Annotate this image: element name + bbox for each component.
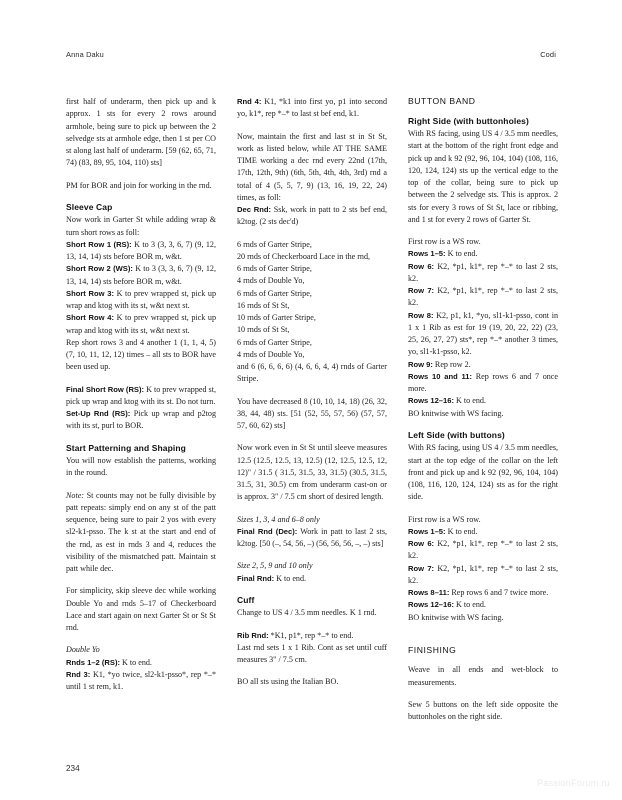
instruction-dec-rnd: [237, 204, 387, 229]
label-short-row-1: Short Row 1 (RS):: [66, 239, 132, 249]
instruction-right-row-7: [408, 285, 558, 310]
paragraph-finishing-weave: Weave in all ends and wet-block to measurements.: [408, 665, 558, 687]
spacer: [408, 657, 558, 664]
instruction-right-rows-1-5: [408, 248, 558, 260]
label-right-rows-10-11: Rows 10 and 11:: [408, 371, 473, 381]
text-short-row-1: K to 3 (3, 3, 6, 7) (9, 12, 13, 14, 14) sts before BOR m, w&t.: [66, 239, 217, 261]
running-header: [66, 50, 556, 59]
paragraph-left-side-pickup: With RS facing, using US 4 / 3.5 mm needles, start at the top edge of the collar on the left front and pick up and k 92 (92, 96, 104, 104) (108, 116, 120, 124, 124) sts as for the right side.: [408, 443, 558, 502]
sequence-item-8: 10 rnds of St St,: [237, 325, 290, 335]
subheading-sizes-a: Sizes 1, 3, 4 and 6–8 only: [237, 514, 320, 524]
text-right-row-6: K2, *p1, k1*, rep *–* to last 2 sts, k2.: [408, 261, 558, 283]
label-left-rows-1-5: Rows 1–5:: [408, 526, 446, 536]
text-double-yo-rnds-1-2: K to end.: [120, 657, 152, 667]
instruction-left-row-7: [408, 563, 558, 588]
text-dec-rnd: Ssk, work in patt to 2 sts bef end, k2tog. (2 sts dec'd): [237, 205, 387, 227]
label-short-row-4: Short Row 4:: [66, 313, 114, 323]
instruction-right-rows-12-16: [408, 395, 558, 407]
label-right-row-7: Row 7:: [408, 286, 435, 295]
instruction-final-short-row: [66, 384, 216, 409]
text-right-row-9: Rep row 2.: [432, 359, 471, 369]
text-note: St counts may not be fully divisible by patt repeats: simply end on any st of the patt sequence, being sure to pair 2 yos with every sl2-k1-psso. The k st at the start and end of the rnd, as est in rnds 3 and 4, reduces the visibility of the mismatched patt. Maintain st patt while dec.: [66, 490, 216, 573]
sequence-item-10: 4 rnds of Double Yo,: [237, 349, 305, 359]
spacer: [408, 109, 558, 116]
heading-cuff: Cuff: [237, 594, 255, 605]
subheading-sizes-b: Size 2, 5, 9 and 10 only: [237, 561, 313, 571]
paragraph-underarm-pickup: first half of underarm, then pick up and k approx. 1 sts for every 2 rows around armhole, being sure to pick up between the 2 selvedge sts at armhole edge, then 1 st per CO st along last half of underarm. [59 (62, 65, 71, 74) (83, 89, 95, 104, 110) sts]: [66, 97, 216, 168]
paragraph-maintain-dec: Now, maintain the first and last st in St St, work as listed below, while AT THE SAME TIME working a dec rnd every 22nd (17th, 17th, 12th, 9th) (6th, 5th, 4th, 4th, 3rd) rnd a total of 4 (5, 5, 7, 9) (13, 16, 19, 22, 24) times, as foll:: [237, 131, 387, 202]
paragraph-right-side-pickup: With RS facing, using US 4 / 3.5 mm needles, start at the bottom of the right front edge and pick up and k 92 (92, 96, 104, 104) (108, 116, 120, 124, 124) sts up the vertical edge to the top of the collar, being sure to pick up between the 2 selvedge sts. This is approx. 2 sts for every 3 rows of St St, lace or ribbing, and 1 st for every 2 rows of Garter St.: [408, 129, 558, 224]
label-left-rows-8-11: Rows 8–11:: [408, 588, 450, 597]
text-right-rows-10-11: Rep rows 6 and 7 once more.: [408, 371, 558, 393]
column-1: [66, 96, 216, 733]
instruction-double-yo-rnds-1-2: [66, 657, 216, 669]
text-final-rnd: K to end.: [274, 573, 307, 583]
instruction-right-row-8: [408, 310, 558, 359]
instruction-right-rows-10-11: [408, 371, 558, 396]
label-right-row-8: Row 8:: [408, 310, 434, 320]
sequence-item-3: 6 rnds of Garter Stripe,: [237, 264, 312, 273]
label-dec-rnd: Dec Rnd:: [237, 205, 272, 214]
text-right-rows-1-5: K to end.: [445, 249, 478, 259]
label-short-row-3: Short Row 3:: [66, 288, 114, 298]
instruction-double-yo-rnd-3: [66, 669, 216, 694]
text-short-row-2: K to 3 (3, 3, 6, 7) (9, 12, 13, 14, 14) sts before BOR m, w&t.: [66, 264, 216, 286]
text-left-rows-1-5: K to end.: [445, 526, 478, 536]
spacer: [408, 634, 558, 645]
label-right-rows-1-5: Rows 1–5:: [408, 249, 446, 259]
column-3: [408, 96, 558, 733]
heading-right-side: Right Side (with buttonholes): [408, 115, 529, 126]
paragraph-patterning-intro: You will now establish the patterns, working in the round.: [66, 456, 216, 478]
sequence-item-2: 20 rnds of Checkerboard Lace in the rnd,: [237, 251, 371, 261]
column-layout: [66, 96, 558, 733]
header-pattern-name: Codi: [540, 50, 556, 59]
sequence-item-5: 6 rnds of Garter Stripe,: [237, 288, 312, 298]
instruction-left-rows-8-11: [408, 587, 558, 599]
text-right-rows-12-16: K to end.: [454, 396, 486, 406]
label-set-up-rnd: Set-Up Rnd (RS):: [66, 409, 131, 418]
heading-sleeve-cap: Sleeve Cap: [66, 201, 113, 212]
paragraph-right-bind-off: BO knitwise with WS facing.: [408, 408, 504, 418]
paragraph-work-even: Now work even in St St until sleeve measures 12.5 (12.5, 12.5, 13, 12.5) (12, 12.5, 12.5, 12, 12)" / 31.5 ( 31.5, 31.5, 33, 31.5) (30.5, 31.5, 31.5, 31, 30.5) cm from underarm cast-on or is approx. 3" / 7.5 cm short of desired length.: [237, 443, 387, 502]
instruction-rib-rnd: [237, 630, 387, 642]
label-left-rows-12-16: Rows 12–16:: [408, 600, 455, 610]
page-number: 234: [66, 764, 80, 773]
paragraph-simplicity: For simplicity, skip sleeve dec while working Double Yo and rnds 5–17 of Checkerboard Lace and start again on next Garter St or St St rnd.: [66, 586, 216, 632]
heading-finishing: FINISHING: [408, 644, 457, 655]
text-rib-rnd: *K1, p1*, rep *–* to end.: [268, 630, 354, 640]
instruction-rnd-4: [237, 96, 387, 121]
label-final-rnd: Final Rnd:: [237, 573, 275, 583]
label-double-yo-rnds-1-2: Rnds 1–2 (RS):: [66, 657, 121, 667]
sequence-item-9: 6 rnds of Garter Stripe,: [237, 337, 312, 347]
instruction-left-rows-1-5: [408, 526, 558, 538]
instruction-set-up-rnd: [66, 408, 216, 433]
instruction-right-row-9: [408, 359, 558, 371]
label-left-row-7: Row 7:: [408, 563, 435, 573]
instruction-left-row-6: [408, 538, 558, 563]
text-final-rnd-dec: Work in patt to last 2 sts, k2tog. [50 (–, 54, 56, –) (56, 56, 56, –, –) sts]: [237, 526, 387, 548]
paragraph-decreased-count: You have decreased 8 (10, 10, 14, 18) (26, 32, 38, 44, 48) sts. [51 (52, 55, 57, 56) (57, 57, 57, 60, 62) sts]: [237, 396, 387, 430]
watermark: PassionForum.ru: [536, 778, 610, 788]
text-right-row-8: K2, p1, k1, *yo, sl1-k1-psso, cont in 1 x 1 Rib as est for 19 (19, 20, 22, 22) (23, 25, 26, 27, 27) sts*, rep *–* another 3 times, yo, sl1-k1-psso, k2.: [408, 310, 558, 357]
heading-button-band: BUTTON BAND: [408, 96, 476, 106]
header-author: Anna Daku: [66, 50, 104, 59]
instruction-short-row-4: [66, 312, 216, 337]
label-note: Note:: [66, 490, 84, 500]
paragraph-bind-off: BO all sts using the Italian BO.: [237, 677, 339, 687]
instruction-short-row-2: [66, 263, 216, 288]
text-short-row-3: K to prev wrapped st, pick up wrap and ktog with its st, w&t next st.: [66, 288, 216, 310]
text-left-row-6: K2, *p1, k1*, rep *–* to last 2 sts, k2.: [408, 539, 558, 561]
label-right-rows-12-16: Rows 12–16:: [408, 396, 455, 406]
column-2: [237, 96, 387, 733]
paragraph-left-bind-off: BO knitwise with WS facing.: [408, 612, 504, 622]
text-short-row-4: K to prev wrapped st, pick up wrap and ktog with its st, w&t next st.: [66, 313, 216, 335]
paragraph-pm-bor: PM for BOR and join for working in the rnd.: [66, 180, 212, 190]
label-short-row-2: Short Row 2 (WS):: [66, 264, 133, 274]
text-double-yo-rnd-3: K1, *yo twice, sl2-k1-psso*, rep *–* until 1 st rem, k1.: [66, 669, 216, 691]
subheading-double-yo: Double Yo: [66, 645, 100, 655]
paragraph-finishing-buttons: Sew 5 buttons on the left side opposite the buttonholes on the right side.: [408, 699, 558, 721]
sequence-item-11: and 6 (6, 6, 6, 6) (4, 6, 6, 4, 4) rnds of Garter Stripe.: [237, 362, 387, 384]
label-double-yo-rnd-3: Rnd 3:: [66, 669, 91, 679]
label-right-row-9: Row 9:: [408, 359, 433, 369]
text-final-short-row: K to prev wrapped st, pick up wrap and ktog with its st. Do not turn.: [66, 384, 216, 406]
paragraph-note: [66, 490, 216, 576]
instruction-short-row-3: [66, 288, 216, 313]
heading-left-side: Left Side (with buttons): [408, 429, 505, 440]
label-final-rnd-dec: Final Rnd (Dec):: [237, 526, 298, 536]
text-left-rows-12-16: K to end.: [454, 600, 486, 610]
paragraph-right-first-row: First row is a WS row.: [408, 237, 481, 246]
label-rib-rnd: Rib Rnd:: [237, 630, 269, 640]
text-left-row-7: K2, *p1, k1*, rep *–* to last 2 sts, k2.: [408, 563, 558, 585]
paragraph-rib-cont: Last rnd sets 1 x 1 Rib. Cont as set until cuff measures 3" / 7.5 cm.: [237, 642, 387, 664]
sequence-item-4: 4 rnds of Double Yo,: [237, 276, 305, 286]
paragraph-sleeve-cap-intro: Now work in Garter St while adding wrap & turn short rows as foll:: [66, 215, 216, 237]
text-set-up-rnd: Pick up wrap and p2tog with its st, purl to BOR.: [66, 409, 217, 431]
paragraph-cuff-needles: Change to US 4 / 3.5 mm needles. K 1 rnd.: [237, 608, 377, 618]
text-left-rows-8-11: Rep rows 6 and 7 twice more.: [449, 588, 549, 597]
label-left-row-6: Row 6:: [408, 539, 435, 548]
sequence-item-7: 10 rnds of Garter Stripe,: [237, 313, 316, 322]
instruction-final-rnd-dec: [237, 526, 387, 551]
instruction-final-rnd: [237, 573, 387, 585]
label-rnd-4: Rnd 4:: [237, 97, 262, 106]
label-final-short-row: Final Short Row (RS):: [66, 384, 145, 394]
label-right-row-6: Row 6:: [408, 261, 435, 271]
sequence-item-1: 6 rnds of Garter Stripe,: [237, 239, 312, 249]
text-rnd-4: K1, *k1 into first yo, p1 into second yo, k1*, rep *–* to last st bef end, k1.: [237, 97, 388, 119]
paragraph-left-first-row: First row is a WS row.: [408, 514, 481, 524]
sequence-item-6: 16 rnds of St St,: [237, 300, 290, 310]
text-right-row-7: K2, *p1, k1*, rep *–* to last 2 sts, k2.: [408, 286, 558, 308]
paragraph-rep-short-rows: Rep short rows 3 and 4 another 1 (1, 1, 4, 5) (7, 10, 11, 12, 12) times – all sts to BOR have been used up.: [66, 337, 216, 372]
heading-start-patterning: Start Patterning and Shaping: [66, 442, 186, 453]
instruction-short-row-1: [66, 239, 216, 264]
instruction-right-row-6: [408, 261, 558, 286]
instruction-left-rows-12-16: [408, 599, 558, 611]
